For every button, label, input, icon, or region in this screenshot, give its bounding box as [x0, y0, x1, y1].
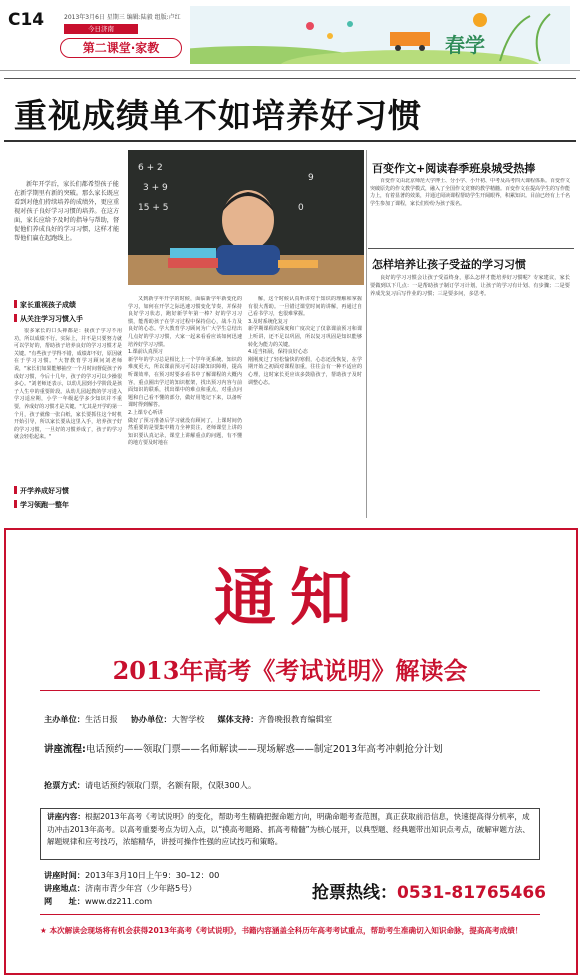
content-value: 根据2013年高考《考试说明》的变化，帮助考生精确把握命题方向，明确命题考查范围，真正获取前沿信息，快速提高得分机率，成功冲击2013年高考。以高考重要考点为切入点，以“摸高考题路、抓高考精髓”为核心展开，以典型题、经典题带出知识点考点，破解审题方法、解题规律和应考技巧，浓缩精华，讲授可操作性强的应试技巧和策略。 [47, 812, 530, 846]
subhead-text: 学习领跑一整年 [20, 501, 69, 509]
divider [4, 78, 576, 79]
media-value: 齐鲁晚报教育编辑室 [258, 714, 333, 724]
sidebar-title-1: 百变作文+阅读春季班泉城受热捧 [372, 162, 536, 175]
column-paragraph: 很多家长的口头禅都是：我孩子学习不用功，所以成绩不行。实际上，并不是只要努力就可以学好的，帮助孩子培养良好的学习习惯才是关键。"有些孩子学得不错，成绩却不好，原因就在于学习习惯。"大智教育学习顾问刘老师说，"家长们如果能够抽空一个月时间督促孩子养成好习惯，今后十几年，孩子的学习可以少操很多心。"刘老师还表示，以幼儿园到小学阶段是孩子人生中的重要阶段。从幼儿园起教的学习进入学习适应期，小学一年级起学多少知识并不重要，养成好的习惯才是关键。"尤其是开学的第一个月，孩子就像一张白纸，家长要抓住这个时机开始引导，所以家长要从这里入手，培养孩子好的学习习惯，一旦好的习惯养成了，孩子的学习就会轻松起来。" [14, 328, 122, 441]
section-tag: 今日济南 [64, 24, 138, 34]
sidebar-paragraph: 良好的学习习惯会让孩子受益终身，那么怎样才能培养好习惯呢？专家建议，家长要做到以下几点：一是帮助孩子制订学习计划，让孩子的学习有计划、有步骤；二是要养成先复习后写作业的习惯；三是要多问，多思考。 [370, 275, 570, 297]
subhead-text: 从关注学习习惯入手 [20, 315, 83, 323]
hotline [312, 878, 546, 903]
notice-subtitle: 2013年高考《考试说明》解读会 [112, 656, 468, 685]
web-label: 网 址： [44, 896, 85, 906]
svg-text:9: 9 [308, 173, 314, 183]
article-column-3 [248, 296, 362, 512]
notice-footer: ★ 本次解读会现场将有机会获得2013年高考《考试说明》，书籍内容涵盖全科历年高考考试重点，帮助考生准确切入知识命脉，提高高考成绩！ [40, 926, 523, 935]
co-organizer-value: 大智学校 [171, 714, 205, 724]
ticket-label: 抢票方式： [44, 780, 85, 790]
svg-text:3 + 9: 3 + 9 [143, 183, 168, 193]
content-box [40, 808, 540, 860]
divider [368, 248, 574, 249]
column-name: 第二课堂·家教 [60, 38, 182, 58]
time-value: 2013年3月10日上午9：30–12：00 [84, 870, 220, 880]
article-intro: 新年开学后，家长们都希望孩子能在新学期里有新的突破。那么家长既应看到对他们持续培养的成绩外，更应重视对孩子良好学习习惯的培养。在这方面，家长应给予及时的指导与帮助，督促他们养成良好的学习习惯，这样才能帮他们赢在起跑线上。 [14, 181, 120, 242]
divider [4, 140, 576, 142]
subhead-4 [14, 500, 69, 510]
hotline-label: 抢票热线： [312, 883, 397, 903]
web-row [44, 896, 152, 907]
media-label: 媒体支持： [217, 714, 259, 724]
divider [40, 690, 540, 691]
content-label: 讲座内容： [47, 812, 85, 821]
place-row [44, 883, 197, 894]
flow-label: 讲座流程: [44, 744, 86, 755]
column-paragraph: 解，这个时候认真听讲对于知识的理解和掌握有很大帮助。一旦错过课堂时间的讲解，再通过自己看书学习，也很难掌握。 3.及时系统化复习 新学期课程的深度和广度决定了仅靠课前预习和课上听讲，还不足以巩固，所以复习巩固是知识能够转化为能力的关键。 4.适当拓展，保持良好心态 刚刚度过了轻松愉快的寒假，心态还没恢复，在学期开始之初面对课程加重，往往会有一种不适应的心理，这时家长更应该多鼓励孩子，帮助孩子及时调整心态。 [248, 296, 362, 386]
page-number: C14 [8, 10, 45, 30]
hotline-number[interactable]: 0531-81765466 [397, 883, 546, 903]
headline: 重视成绩单不如培养好习惯 [14, 96, 422, 135]
ticket-value: 请电话预约领取门票，名额有限，仅限300人。 [84, 780, 257, 790]
subhead-1 [14, 300, 76, 310]
divider [40, 914, 540, 915]
flow-value: 电话预约——领取门票——名师解读——现场解惑——制定2013年高考冲刺抢分计划 [85, 744, 443, 755]
flow-row [44, 741, 443, 755]
sidebar-title-2: 怎样培养让孩子受益的学习习惯 [372, 258, 526, 271]
organizer-label: 主办单位： [44, 714, 85, 724]
place-value: 济南市青少年宫（少年路5号） [84, 883, 197, 893]
svg-text:6 + 2: 6 + 2 [138, 163, 163, 173]
edition-meta: 2013年3月6日 星期三 编辑:陆毅 组版:卢红 [64, 14, 181, 21]
subhead-text: 开学养成好习惯 [20, 487, 69, 495]
place-label: 讲座地点： [44, 883, 85, 893]
svg-text:15 + 5: 15 + 5 [138, 203, 169, 213]
sidebar-text-1 [370, 178, 570, 242]
notice-title: 通知 [213, 561, 366, 634]
column-rule [366, 150, 367, 518]
spring-banner-illustration [190, 6, 570, 64]
organizer-value: 生活日报 [84, 714, 118, 724]
subhead-marker [14, 314, 17, 322]
subhead-marker [14, 486, 17, 494]
subhead-3 [14, 486, 69, 496]
time-label: 讲座时间： [44, 870, 85, 880]
organizer-row [44, 714, 332, 725]
article-column-2 [128, 296, 242, 512]
article-column-1 [14, 328, 122, 478]
website-link[interactable]: www.dz211.com [84, 896, 153, 906]
co-organizer-label: 协办单位： [130, 714, 172, 724]
subhead-marker [14, 300, 17, 308]
subhead-text: 家长重视孩子成绩 [20, 301, 76, 309]
sidebar-text-2 [370, 274, 570, 512]
subhead-2 [14, 314, 83, 324]
student-photo [128, 150, 364, 285]
column-paragraph: 又到新学年开学的时候，面临新学年新变化的学习，如何在开学之际迅速习惯变化节奏，并保持良好学习状态，跑好新学年第一棒？好的学习习惯，能帮助孩子在学习过程中保持信心，战斗力及良好的心态。学大教育学习顾问为广大学生总结出几点好的学习习惯，大家一起来看看应该如何迅速培养好学习习惯。 1.课前认真预习 新学年的学习总是相比上一个学年更系统、知识的难度更大，所以课前预习可以扫除知识障碍，提高听课效率，在预习时要多看书中了解课程的大概内容，重点圈出学过的知识框架，找出预习内容与前面知识的联系，找出课中的难点和重点，对重点问题和自己看不懂的部分，做好用笔记下来，以备听课时得到解答。 2.上课专心听讲 做好了预习准备后学习就没有顾问了，上课时间仍然重要的是要集中精力全神贯注，老师课堂上讲的知识要认真记录，课堂上讲解重点的问题，有不懂的地方要及时地在 [128, 296, 242, 447]
time-row [44, 870, 219, 881]
subhead-marker [14, 500, 17, 508]
ticket-row [44, 780, 256, 791]
svg-text:0: 0 [298, 203, 304, 213]
bus-shape [390, 32, 430, 46]
sidebar-paragraph: 百变作文由北京师范大学博士、分小学、小升初、中考及高考四大课程体系。百变作文突破原先的作文教学模式，融入了全国作文竞赛的教学精髓。百变作文在提高学生的写作能力上，有着显著的效果，并通过阅读课程帮助学生开阔眼界，积累知识。目前已经有上千名学生参加了课程，家长们纷纷为孩子报名。 [370, 178, 570, 207]
banner-text: 春学 [445, 33, 485, 57]
